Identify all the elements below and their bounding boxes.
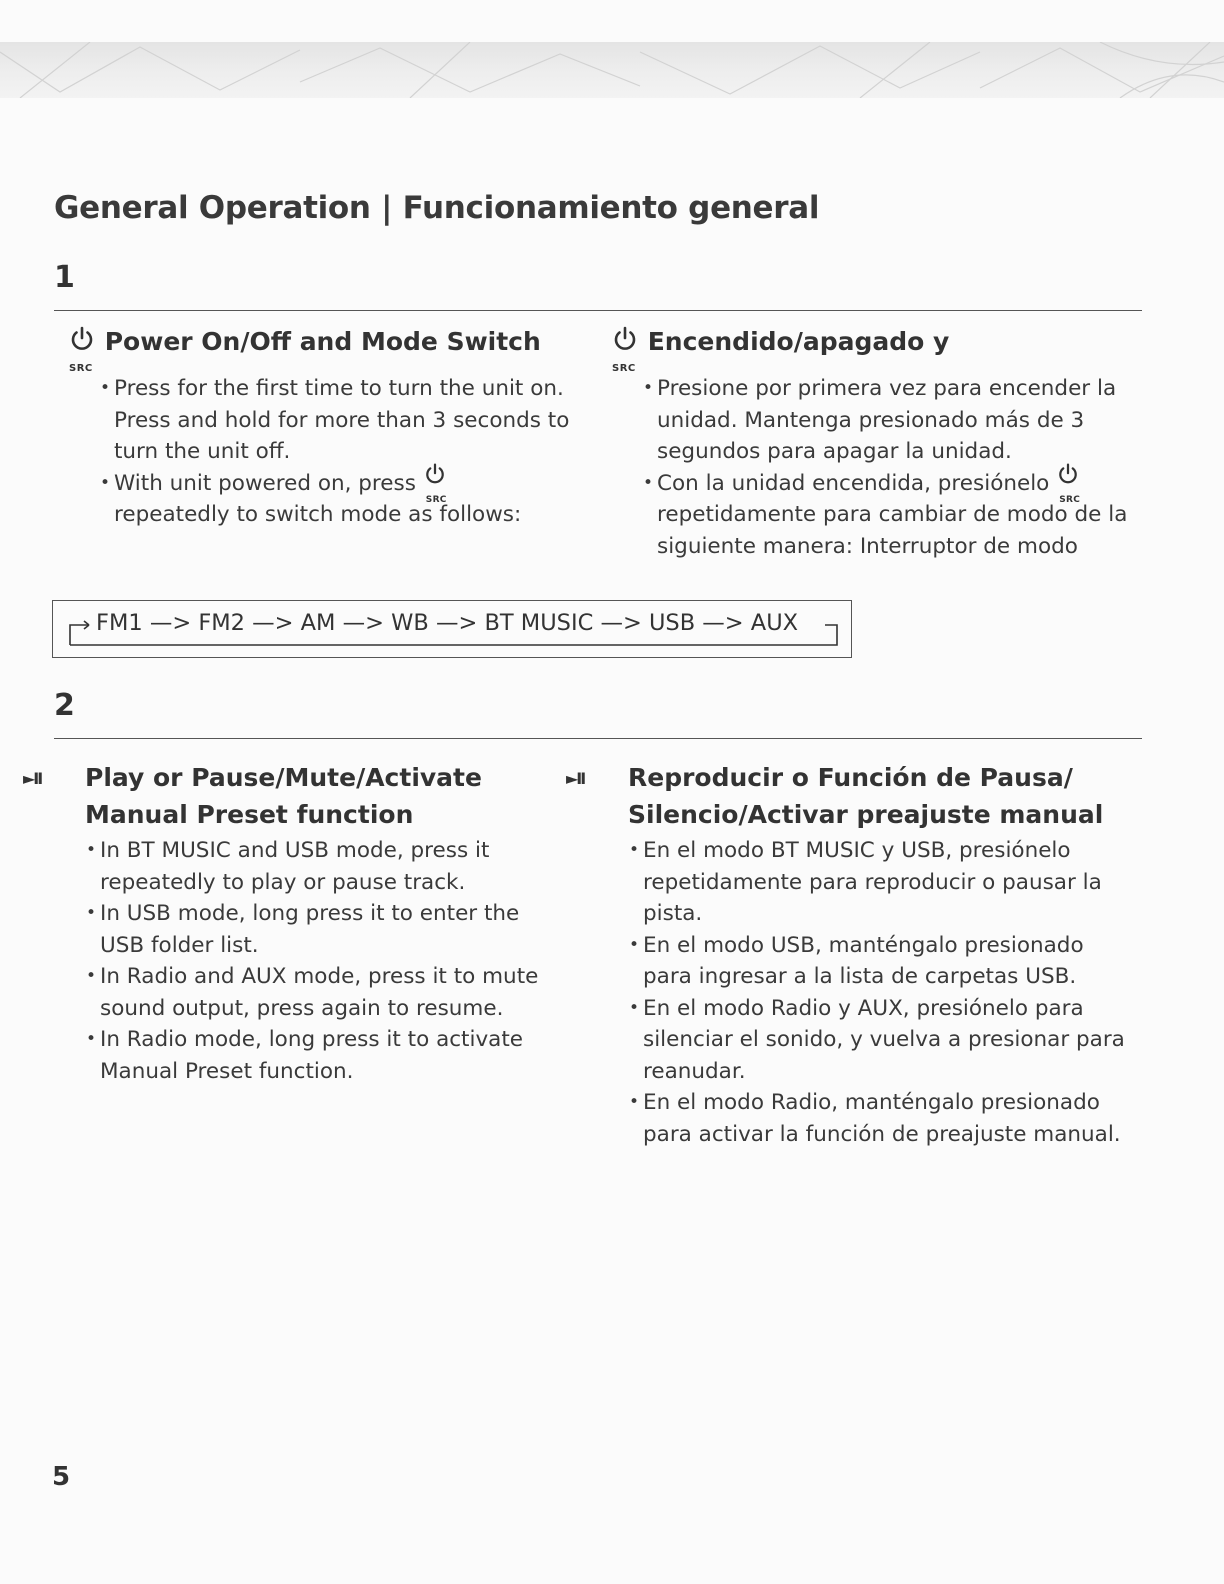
list-item [629, 835, 1139, 930]
list-item [629, 993, 1139, 1088]
list-item [643, 468, 1141, 563]
bullet-text: En el modo USB, manténgalo presionado para ingresar a la lista de carpetas USB. [643, 932, 1084, 989]
bullet-text: En el modo BT MUSIC y USB, presiónelo repetidamente para reproducir o pausar la pista. [643, 838, 1102, 926]
play-pause-heading-en-text: Play or Pause/Mute/Activate Manual Preset function [85, 763, 482, 829]
play-pause-heading-es [566, 760, 1128, 833]
section-2-english [23, 760, 594, 1087]
bullet-text: In Radio and AUX mode, press it to mute sound output, press again to resume. [100, 964, 539, 1021]
power-heading-es-text: Encendido/apagado y [647, 327, 950, 356]
play-pause-heading-en [23, 760, 555, 833]
list-item [86, 898, 570, 961]
header-banner [0, 42, 1224, 98]
section-2-spanish [566, 760, 1142, 1150]
list-item [629, 1087, 1139, 1150]
section-2-number: 2 [54, 688, 75, 723]
bullet-text: repetidamente para cambiar de modo de la siguiente manera: Interruptor de modo [657, 502, 1128, 559]
section-1-spanish [611, 324, 1141, 562]
src-label: SRC [612, 363, 636, 374]
list-item [629, 930, 1139, 993]
bullet-text: Con la unidad encendida, presiónelo [657, 470, 1050, 496]
mode-sequence: FM1 —> FM2 —> AM —> WB —> BT MUSIC —> USB —> AUX [96, 610, 799, 636]
banner-pattern [0, 42, 1224, 98]
list-item [100, 373, 584, 468]
play-pause-bullets-es [597, 835, 1142, 1150]
power-heading-es [611, 324, 1141, 374]
play-pause-icon: ►II [566, 769, 585, 788]
src-label: SRC [425, 494, 447, 505]
list-item [100, 468, 584, 531]
section-1-english [68, 324, 588, 531]
bullet-text: In Radio mode, long press it to activate Manual Preset function. [100, 1027, 524, 1084]
power-heading-en [68, 324, 588, 374]
power-icon [423, 471, 447, 505]
bullet-text: Presione por primera vez para encender la unidad. Mantenga presionado más de 3 segundos para apagar la unidad. [657, 376, 1117, 464]
src-label: SRC [69, 363, 93, 374]
bullet-text: With unit powered on, press [114, 470, 416, 496]
src-label: SRC [1059, 494, 1081, 505]
play-pause-icon: ►II [23, 769, 42, 788]
play-pause-heading-es-text: Reproducir o Función de Pausa/ Silencio/Activar preajuste manual [628, 763, 1104, 829]
bullet-text: Press for the first time to turn the unit on. Press and hold for more than 3 seconds to turn the unit off. [114, 376, 570, 464]
power-bullets-es [611, 373, 1141, 562]
bullet-text: In USB mode, long press it to enter the USB folder list. [100, 901, 520, 958]
play-pause-bullets-en [54, 835, 594, 1087]
list-item [86, 835, 570, 898]
page-title: General Operation | Funcionamiento general [54, 190, 820, 226]
section-2-divider [54, 738, 1142, 739]
power-icon [68, 325, 96, 374]
list-item [86, 961, 570, 1024]
list-item [643, 373, 1141, 468]
list-item [86, 1024, 570, 1087]
section-1-divider [54, 310, 1142, 311]
power-heading-en-text: Power On/Off and Mode Switch [104, 327, 541, 356]
mode-sequence-box [52, 600, 852, 658]
power-bullets-en [68, 373, 588, 531]
power-icon [1056, 471, 1081, 505]
bullet-text: En el modo Radio y AUX, presiónelo para silenciar el sonido, y vuelva a presionar para reanudar. [643, 995, 1125, 1084]
section-1-number: 1 [54, 260, 75, 295]
bullet-text: In BT MUSIC and USB mode, press it repeatedly to play or pause track. [100, 838, 490, 895]
page-number: 5 [52, 1462, 71, 1492]
bullet-text: repeatedly to switch mode as follows: [114, 502, 522, 527]
bullet-text: En el modo Radio, manténgalo presionado para activar la función de preajuste manual. [643, 1090, 1121, 1147]
power-icon [611, 325, 639, 374]
